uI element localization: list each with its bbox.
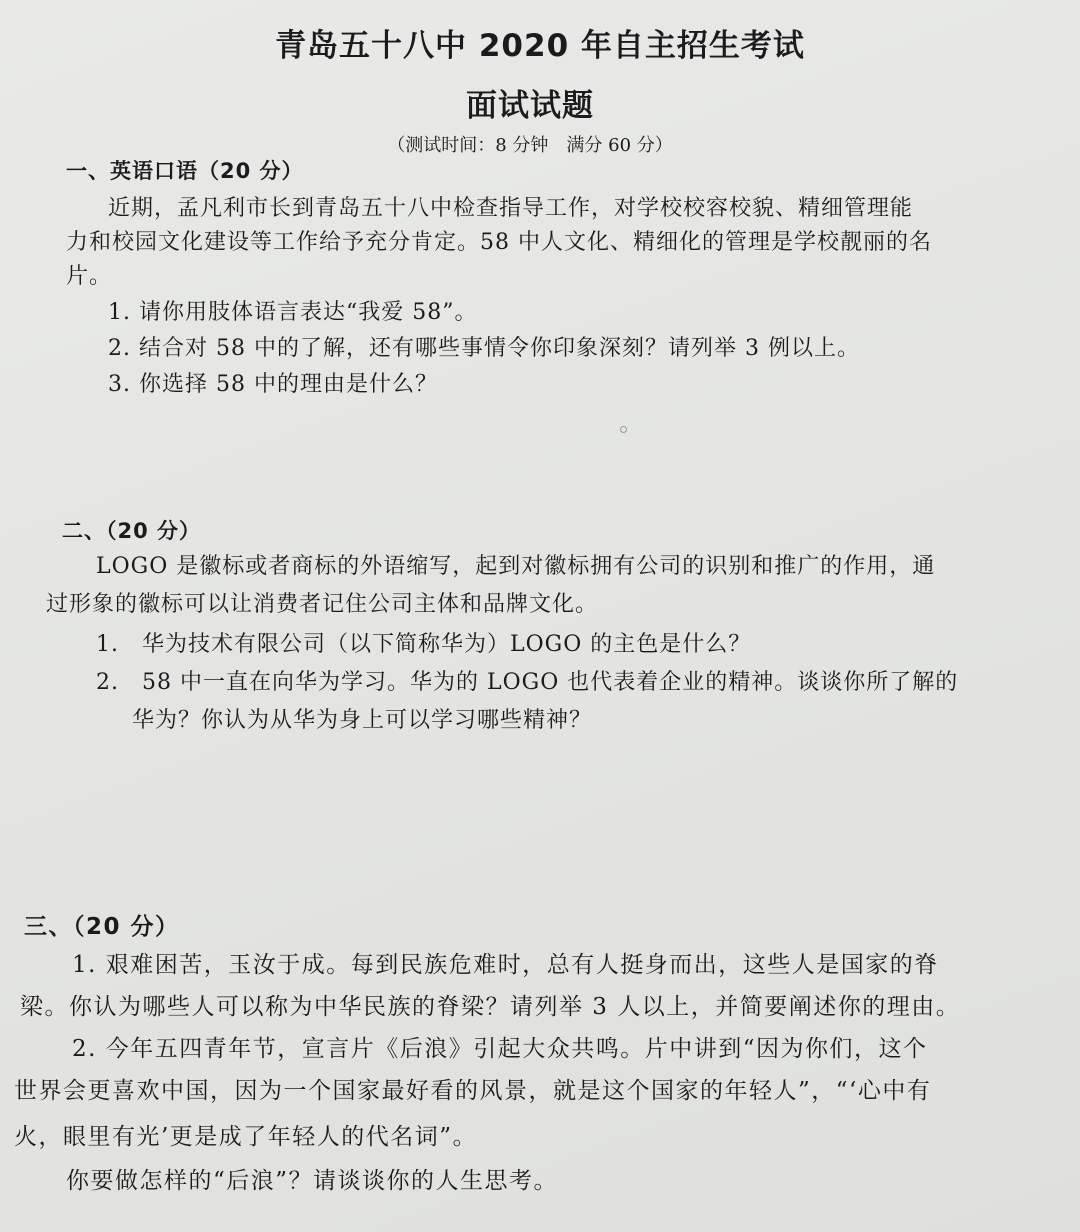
section2-question-2: 2. 58 中一直在向华为学习。华为的 LOGO 也代表着企业的精神。谈谈你所了解的: [96, 670, 959, 695]
section1-question-3: 3. 你选择 58 中的理由是什么？: [108, 372, 438, 397]
section2-question-2-cont: 华为？你认为从华为身上可以学习哪些精神？: [132, 708, 593, 733]
section3-line: 火，眼里有光’更是成了年轻人的代名词”。: [14, 1124, 478, 1150]
exam-time-note: （测试时间：8 分钟 满分 60 分）: [387, 135, 673, 156]
section2-heading: 二、（20 分）: [62, 519, 202, 543]
paper-speck: [620, 426, 627, 433]
section3-line: 梁。你认为哪些人可以称为中华民族的脊梁？请列举 3 人以上，并简要阐述你的理由。: [20, 994, 961, 1020]
section3-line: 2. 今年五四青年节，宣言片《后浪》引起大众共鸣。片中讲到“因为你们，这个: [72, 1036, 928, 1062]
section3-line: 你要做怎样的“后浪”？请谈谈你的人生思考。: [66, 1168, 559, 1194]
section3-heading: 三、（20 分）: [24, 914, 180, 940]
section3-line: 1. 艰难困苦，玉汝于成。每到民族危难时，总有人挺身而出，这些人是国家的脊: [72, 952, 939, 978]
section3-line: 世界会更喜欢中国，因为一个国家最好看的风景，就是这个国家的年轻人”，“‘心中有: [14, 1078, 932, 1104]
section2-paragraph-line: LOGO 是徽标或者商标的外语缩写，起到对徽标拥有公司的识别和推广的作用，通: [96, 554, 936, 579]
section1-heading: 一、英语口语（20 分）: [66, 159, 304, 183]
section1-paragraph-line: 片。: [66, 264, 113, 289]
exam-subtitle: 面试试题: [466, 88, 594, 124]
section1-paragraph-line: 近期，孟凡利市长到青岛五十八中检查指导工作，对学校校容校貌、精细管理能: [108, 196, 914, 221]
section1-question-1: 1. 请你用肢体语言表达“我爱 58”。: [108, 300, 478, 325]
section2-question-1: 1. 华为技术有限公司（以下简称华为）LOGO 的主色是什么？: [96, 632, 752, 657]
section1-paragraph-line: 力和校园文化建设等工作给予充分肯定。58 中人文化、精细化的管理是学校靓丽的名: [66, 230, 932, 255]
section2-paragraph-line: 过形象的徽标可以让消费者记住公司主体和品牌文化。: [46, 592, 599, 617]
exam-title: 青岛五十八中 2020 年自主招生考试: [275, 28, 805, 64]
section1-question-2: 2. 结合对 58 中的了解，还有哪些事情令你印象深刻？请列举 3 例以上。: [108, 336, 860, 361]
